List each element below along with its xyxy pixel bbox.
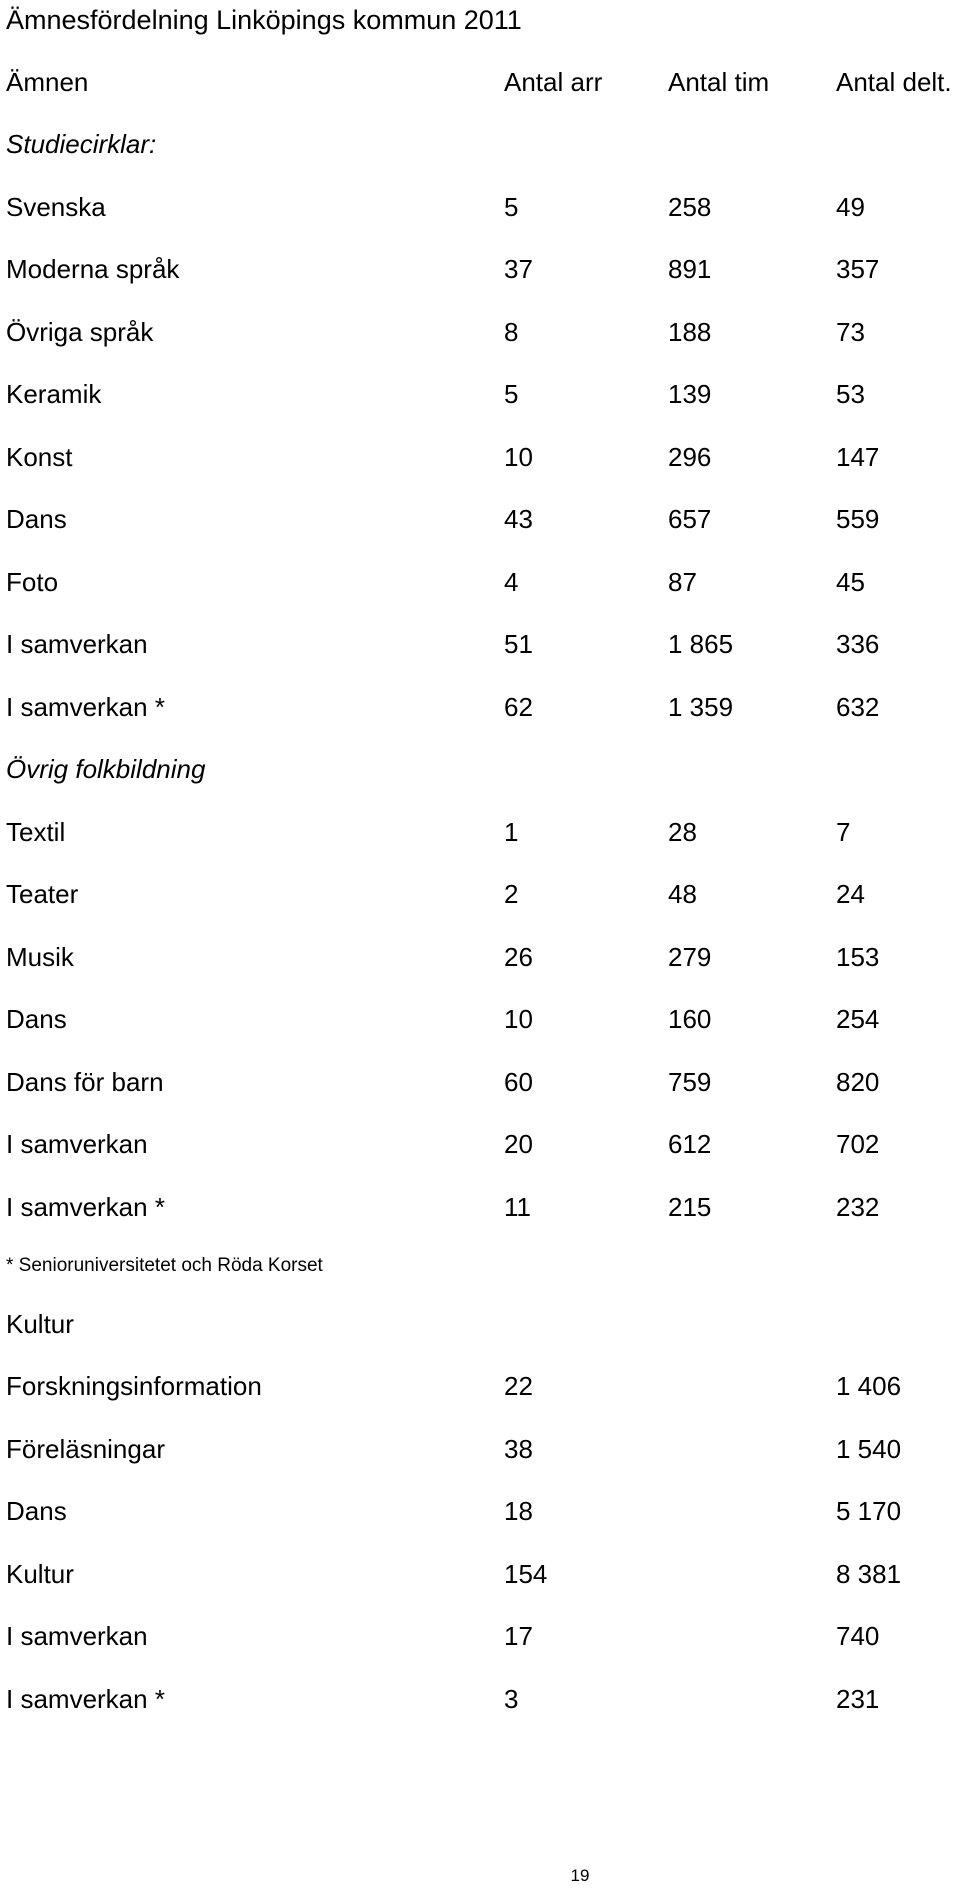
table-row [0,249,960,289]
subject-name: Svenska [6,192,106,222]
antal-delt-value: 740 [836,1621,880,1651]
antal-arr-value: 5 [504,379,519,409]
antal-delt-value: 820 [836,1067,880,1097]
antal-arr-value: 10 [504,1004,533,1034]
antal-arr-value: 38 [504,1434,533,1464]
antal-arr-value: 17 [504,1621,533,1651]
antal-delt-value: 45 [836,567,865,597]
antal-arr-value: 43 [504,504,533,534]
subject-name: Keramik [6,379,102,409]
subject-name: I samverkan [6,1621,148,1651]
antal-delt-value: 559 [836,504,880,534]
antal-delt-value: 5 170 [836,1496,902,1526]
table-row [0,999,960,1039]
antal-arr-value: 1 [504,817,519,847]
antal-delt-value: 153 [836,942,880,972]
subject-name: Forskningsinformation [6,1371,262,1401]
antal-tim-value: 296 [668,442,712,472]
subject-name: I samverkan * [6,1192,165,1222]
subject-name: I samverkan * [6,692,165,722]
section-heading-text: Kultur [6,1309,74,1339]
footnote [0,1246,960,1286]
table-row [0,499,960,539]
table-row [0,1491,960,1531]
antal-arr-value: 8 [504,317,519,347]
antal-delt-value: 232 [836,1192,880,1222]
antal-arr-value: 62 [504,692,533,722]
page-number: 19 [570,1866,590,1885]
subject-name: I samverkan * [6,1684,165,1714]
subject-name: Dans [6,1004,67,1034]
antal-arr-value: 154 [504,1559,548,1589]
table-row [0,687,960,727]
antal-tim-value: 28 [668,817,697,847]
antal-arr-value: 2 [504,879,519,909]
subject-name: Moderna språk [6,254,180,284]
table-row [0,187,960,227]
antal-arr-value: 10 [504,442,533,472]
subject-name: Dans [6,504,67,534]
antal-tim-value: 215 [668,1192,712,1222]
table-row [0,312,960,352]
table-row [0,937,960,977]
antal-arr-value: 4 [504,567,519,597]
antal-tim-value: 657 [668,504,712,534]
table-row [0,812,960,852]
antal-delt-value: 632 [836,692,880,722]
subject-name: Övriga språk [6,317,154,347]
antal-tim-value: 612 [668,1129,712,1159]
table-row [0,1124,960,1164]
section-heading-text: Övrig folkbildning [6,754,206,784]
antal-arr-value: 20 [504,1129,533,1159]
subject-name: Textil [6,817,66,847]
document-title [0,0,960,40]
antal-delt-value: 702 [836,1129,880,1159]
table-row [0,1554,960,1594]
antal-delt-value: 8 381 [836,1559,902,1589]
antal-tim-value: 87 [668,567,697,597]
antal-arr-value: 18 [504,1496,533,1526]
table-row [0,1187,960,1227]
subject-name: Foto [6,567,59,597]
antal-delt-value: 147 [836,442,880,472]
antal-delt-value: 73 [836,317,865,347]
antal-delt-value: 357 [836,254,880,284]
header-antal-delt: Antal delt. [836,67,952,97]
antal-delt-value: 49 [836,192,865,222]
antal-delt-value: 1 406 [836,1371,902,1401]
table-row [0,624,960,664]
antal-tim-value: 188 [668,317,712,347]
antal-tim-value: 279 [668,942,712,972]
table-row [0,1616,960,1656]
antal-delt-value: 254 [836,1004,880,1034]
antal-tim-value: 48 [668,879,697,909]
antal-delt-value: 24 [836,879,865,909]
header-antal-arr: Antal arr [504,67,603,97]
subject-name: Teater [6,879,79,909]
subject-name: I samverkan [6,629,148,659]
table-row [0,1366,960,1406]
antal-tim-value: 160 [668,1004,712,1034]
antal-tim-value: 759 [668,1067,712,1097]
antal-arr-value: 26 [504,942,533,972]
header-subject: Ämnen [6,67,89,97]
antal-tim-value: 258 [668,192,712,222]
table-row [0,874,960,914]
antal-tim-value: 891 [668,254,712,284]
antal-tim-value: 1 359 [668,692,734,722]
subject-name: I samverkan [6,1129,148,1159]
antal-delt-value: 231 [836,1684,880,1714]
title-text: Ämnesfördelning Linköpings kommun 2011 [6,5,522,35]
table-row [0,1062,960,1102]
subject-name: Dans [6,1496,67,1526]
antal-delt-value: 53 [836,379,865,409]
subject-name: Kultur [6,1559,74,1589]
antal-delt-value: 7 [836,817,851,847]
subject-name: Dans för barn [6,1067,164,1097]
column-header-row [0,62,960,102]
antal-arr-value: 3 [504,1684,519,1714]
antal-delt-value: 1 540 [836,1434,902,1464]
antal-arr-value: 5 [504,192,519,222]
antal-arr-value: 60 [504,1067,533,1097]
antal-tim-value: 1 865 [668,629,734,659]
section-heading-text: Studiecirklar: [6,129,157,159]
footnote-text: * Senioruniversitetet och Röda Korset [6,1255,323,1276]
table-row [0,562,960,602]
section-heading-studiecirklar [0,124,960,164]
section-heading-kultur [0,1304,960,1344]
antal-tim-value: 139 [668,379,712,409]
antal-delt-value: 336 [836,629,880,659]
antal-arr-value: 11 [504,1192,531,1222]
table-row [0,1429,960,1469]
antal-arr-value: 22 [504,1371,533,1401]
table-row [0,1679,960,1719]
section-heading-ovrig-folkbildning [0,749,960,789]
table-row [0,437,960,477]
antal-arr-value: 37 [504,254,533,284]
antal-arr-value: 51 [504,629,533,659]
header-antal-tim: Antal tim [668,67,770,97]
subject-name: Föreläsningar [6,1434,165,1464]
subject-name: Konst [6,442,73,472]
subject-name: Musik [6,942,74,972]
table-row [0,374,960,414]
